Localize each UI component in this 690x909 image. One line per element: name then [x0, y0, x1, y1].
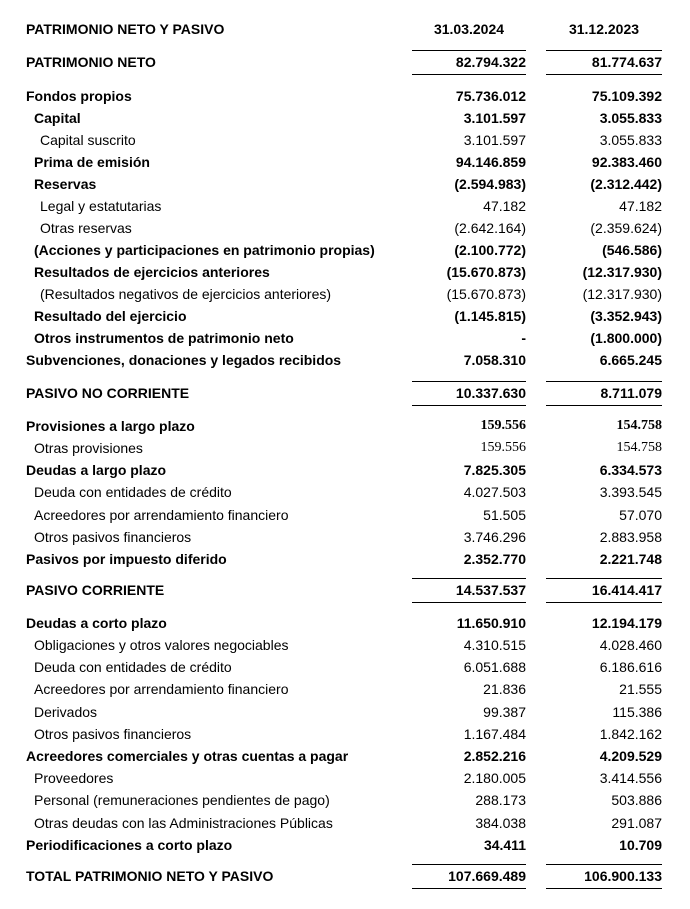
rule-bottom-col2 — [546, 888, 662, 889]
rule-top-col2 — [546, 50, 662, 51]
rule-top-col1 — [412, 578, 526, 579]
rule-top-col1 — [412, 381, 526, 382]
table-row: Reservas (2.594.983) (2.312.442) — [34, 176, 662, 192]
table-row: Otros pasivos financieros 1.167.484 1.842.162 — [34, 726, 662, 742]
table-row: Acreedores por arrendamiento financiero 21.836 21.555 — [34, 681, 662, 697]
table-row: Acreedores por arrendamiento financiero 51.505 57.070 — [34, 507, 662, 523]
rule-bottom-col1 — [412, 74, 526, 75]
table-row: Otras deudas con las Administraciones Públicas 384.038 291.087 — [34, 815, 662, 831]
table-row: Deudas a corto plazo 11.650.910 12.194.179 — [26, 615, 662, 631]
rule-bottom-col2 — [546, 602, 662, 603]
column-header-2023: 31.12.2023 — [568, 21, 640, 37]
table-row: Derivados 99.387 115.386 — [34, 704, 662, 720]
table-row: Otros instrumentos de patrimonio neto - (1.800.000) — [34, 330, 662, 346]
rule-top-col2 — [546, 864, 662, 865]
rule-bottom-col1 — [412, 602, 526, 603]
rule-top-col1 — [412, 50, 526, 51]
table-row: Prima de emisión 94.146.859 92.383.460 — [34, 154, 662, 170]
table-row: Resultados de ejercicios anteriores (15.670.873) (12.317.930) — [34, 264, 662, 280]
table-row: Deudas a largo plazo 7.825.305 6.334.573 — [26, 462, 662, 478]
table-row: Deuda con entidades de crédito 4.027.503 3.393.545 — [34, 484, 662, 500]
rule-bottom-col2 — [546, 405, 662, 406]
table-row: Resultado del ejercicio (1.145.815) (3.352.943) — [34, 308, 662, 324]
table-row: Otros pasivos financieros 3.746.296 2.883.958 — [34, 529, 662, 545]
table-row: Acreedores comerciales y otras cuentas a pagar 2.852.216 4.209.529 — [26, 748, 662, 764]
table-title: PATRIMONIO NETO Y PASIVO — [26, 21, 225, 37]
total-row: TOTAL PATRIMONIO NETO Y PASIVO 107.669.489 106.900.133 — [26, 868, 662, 884]
rule-top-col2 — [546, 381, 662, 382]
rule-bottom-col2 — [546, 74, 662, 75]
header-row — [0, 19, 690, 39]
rule-bottom-col1 — [412, 405, 526, 406]
table-row: Personal (remuneraciones pendientes de pago) 288.173 503.886 — [34, 792, 662, 808]
column-header-2024: 31.03.2024 — [433, 21, 505, 37]
table-row: Otras provisiones 159.556 154.758 — [34, 440, 662, 456]
table-row: Periodificaciones a corto plazo 34.411 10.709 — [26, 837, 662, 853]
rule-top-col1 — [412, 864, 526, 865]
rule-top-col2 — [546, 578, 662, 579]
table-row: Provisiones a largo plazo 159.556 154.758 — [26, 418, 662, 434]
table-row: PASIVO NO CORRIENTE 10.337.630 8.711.079 — [26, 385, 662, 401]
table-row: Subvenciones, donaciones y legados recibidos 7.058.310 6.665.245 — [26, 352, 662, 368]
table-row: Deuda con entidades de crédito 6.051.688 6.186.616 — [34, 659, 662, 675]
table-row: (Resultados negativos de ejercicios anteriores) (15.670.873) (12.317.930) — [40, 286, 662, 302]
table-row: Otras reservas (2.642.164) (2.359.624) — [40, 220, 662, 236]
table-row: Proveedores 2.180.005 3.414.556 — [34, 770, 662, 786]
table-row: (Acciones y participaciones en patrimonio propias) (2.100.772) (546.586) — [34, 242, 662, 258]
table-row: Obligaciones y otros valores negociables 4.310.515 4.028.460 — [34, 637, 662, 653]
table-row: PASIVO CORRIENTE 14.537.537 16.414.417 — [26, 582, 662, 598]
rule-bottom-col1 — [412, 888, 526, 889]
table-row: Capital suscrito 3.101.597 3.055.833 — [40, 132, 662, 148]
table-row: Capital 3.101.597 3.055.833 — [34, 110, 662, 126]
table-row: Fondos propios 75.736.012 75.109.392 — [26, 88, 662, 104]
table-row: Pasivos por impuesto diferido 2.352.770 2.221.748 — [26, 551, 662, 567]
table-row: PATRIMONIO NETO 82.794.322 81.774.637 — [26, 54, 662, 70]
table-row: Legal y estatutarias 47.182 47.182 — [40, 198, 662, 214]
